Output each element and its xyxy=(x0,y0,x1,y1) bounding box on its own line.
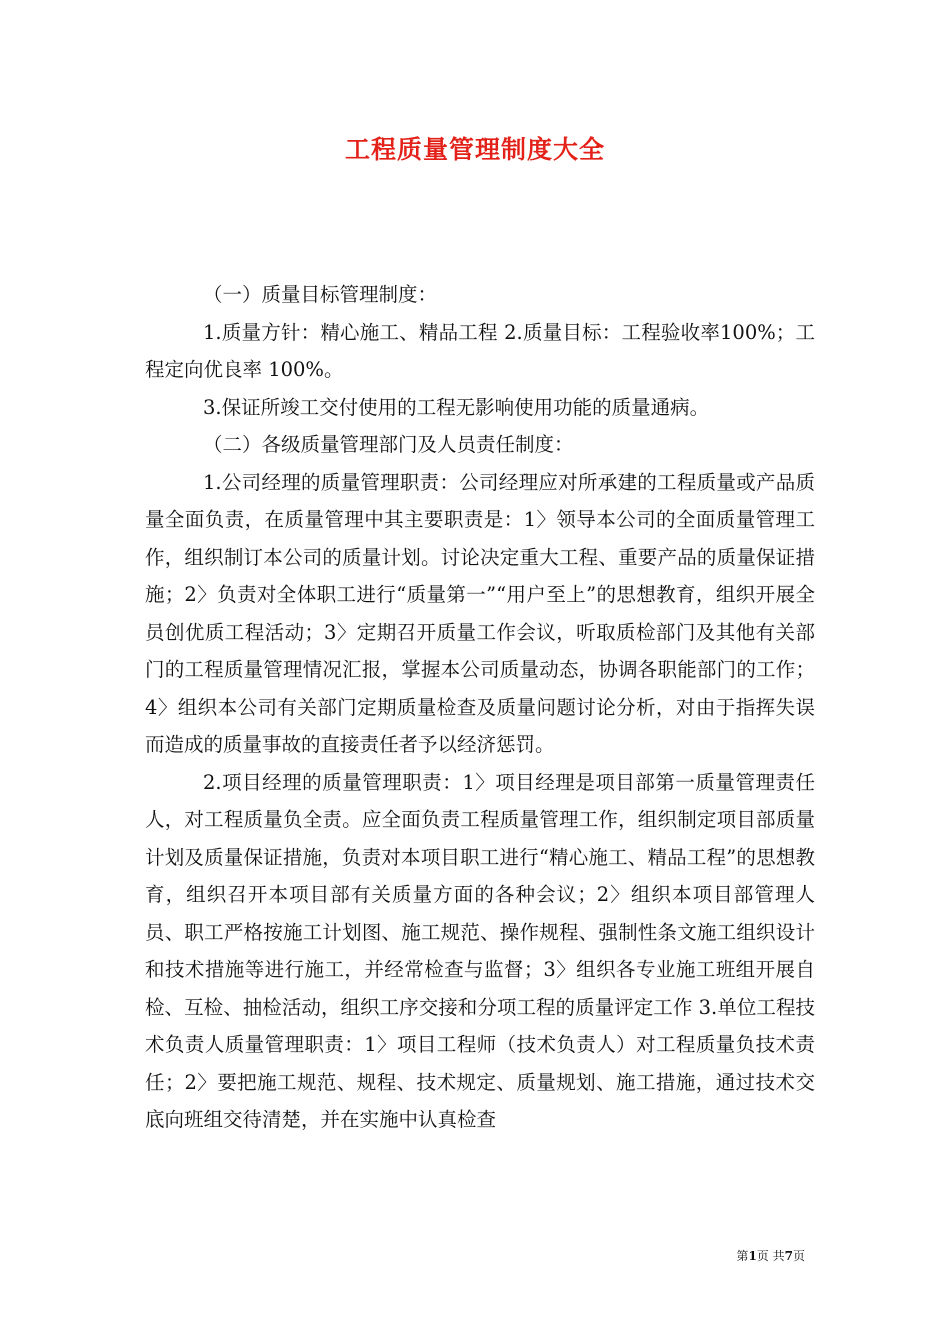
section-heading-1: （一）质量目标管理制度： xyxy=(203,283,438,306)
footer-total-pages: 7 xyxy=(784,1249,793,1263)
paragraph-company-manager-duties: 1.公司经理的质量管理职责：公司经理应对所承建的工程质量或产品质量全面负责，在质量管理中其主要职责是：1〉领导本公司的全面质量管理工作，组织制订本公司的质量计划。讨论决定重大工程、重要产品的质量保证措施；2〉负责对全体职工进行“质量第一”“用户至上”的思想教育，组织开展全员创优质工程活动；3〉定期召开质量工作会议，听取质检部门及其他有关部门的工程质量管理情况汇报，掌握本公司质量动态，协调各职能部门的工作；4〉组织本公司有关部门定期质量检查及质量问题讨论分析，对由于指挥失误而造成的质量事故的直接责任者予以经济惩罚。 xyxy=(145,470,815,756)
page-footer xyxy=(0,1247,805,1264)
footer-middle: 页 共 xyxy=(756,1249,785,1263)
footer-prefix: 第 xyxy=(736,1249,749,1263)
footer-current-page: 1 xyxy=(748,1249,757,1263)
document-body xyxy=(145,276,815,1139)
paragraph-quality-guarantee: 3.保证所竣工交付使用的工程无影响使用功能的质量通病。 xyxy=(203,395,710,419)
paragraph-project-manager-duties: 2.项目经理的质量管理职责：1〉项目经理是项目部第一质量管理责任人，对工程质量负全责。应全面负责工程质量管理工作，组织制定项目部质量计划及质量保证措施，负责对本项目职工进行“精心施工、精品工程”的思想教育，组织召开本项目部有关质量方面的各种会议；2〉组织本项目部管理人员、职工严格按施工计划图、施工规范、操作规程、强制性条文施工组织设计和技术措施等进行施工，并经常检查与监督；3〉组织各专业施工班组开展自检、互检、抽检活动，组织工序交接和分项工程的质量评定工作 3.单位工程技术负责人质量管理职责：1〉项目工程师（技术负责人）对工程质量负技术责任；2〉要把施工规范、规程、技术规定、质量规划、施工措施，通过技术交底向班组交待清楚，并在实施中认真检查 xyxy=(145,770,815,1131)
paragraph-quality-policy: 1.质量方针：精心施工、精品工程 2.质量目标：工程验收率100%；工程定向优良率 100%。 xyxy=(145,320,815,381)
footer-suffix: 页 xyxy=(792,1249,805,1263)
section-heading-2: （二）各级质量管理部门及人员责任制度： xyxy=(203,433,574,456)
document-title: 工程质量管理制度大全 xyxy=(344,135,605,164)
